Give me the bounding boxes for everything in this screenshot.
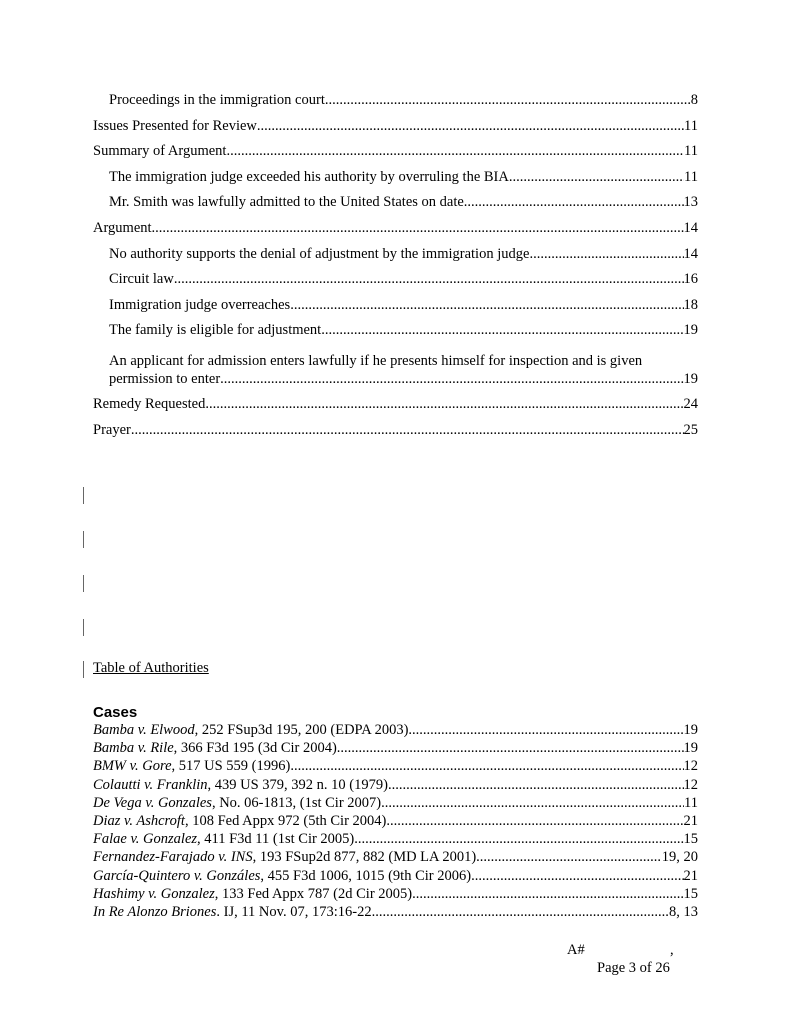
toc-leader-dots (412, 886, 683, 903)
case-entry[interactable] (93, 868, 698, 886)
case-citation: . IJ, 11 Nov. 07, 173:16-22 (216, 903, 372, 920)
toc-entry-page: 19 (683, 322, 698, 339)
toc-entry-page: 8 (690, 92, 698, 108)
case-name: BMW v. Gore (93, 758, 172, 775)
case-citation: , 108 Fed Appx 972 (5th Cir 2004) (184, 812, 387, 829)
toc-entry-label: Issues Presented for Review (93, 117, 257, 134)
case-name: Falae v. Gonzalez (93, 831, 198, 848)
toc-entry-label: Immigration judge overreaches (109, 296, 291, 313)
toc-entry-label: Mr. Smith was lawfully admitted to the United States on date (109, 194, 464, 211)
toc-entry[interactable] (93, 118, 698, 144)
toc-leader-dots (509, 169, 684, 186)
case-name: Fernandez-Farajado v. INS (93, 849, 253, 866)
toc-leader-dots (290, 297, 683, 314)
case-entry[interactable] (93, 831, 698, 849)
toc-entry-label: The family is eligible for adjustment (109, 322, 322, 339)
toc-leader-dots (131, 422, 684, 439)
case-entry[interactable] (93, 795, 698, 813)
toc-entry-label: Summary of Argument (93, 143, 227, 160)
case-entry[interactable] (93, 813, 698, 831)
cases-list (93, 722, 698, 922)
toc-entry-page: 24 (683, 395, 698, 412)
case-name: Bamba v. Rile (93, 740, 174, 757)
case-page: 12 (683, 776, 698, 793)
toc-entry[interactable] (93, 352, 698, 396)
toc-entry-label: No authority supports the denial of adjustment by the immigration judge (109, 245, 530, 262)
text-cursor-marker (83, 531, 84, 548)
toc-leader-dots (205, 396, 683, 413)
toc-leader-dots (372, 904, 669, 921)
toc-leader-dots (471, 868, 683, 885)
toc-entry-page: 25 (683, 421, 698, 438)
toc-entry-page: 19 (683, 370, 698, 387)
case-citation: , 133 Fed Appx 787 (2d Cir 2005) (214, 885, 413, 902)
text-cursor-marker (83, 661, 84, 678)
case-name: Hashimy v. Gonzalez (93, 885, 215, 902)
toc-entry-label: Prayer (93, 421, 131, 438)
case-entry[interactable] (93, 849, 698, 867)
toc-entry[interactable] (93, 169, 698, 195)
toc-entry[interactable] (93, 220, 698, 246)
case-name: Colautti v. Franklin (93, 776, 208, 793)
toc-leader-dots (226, 143, 684, 160)
case-page: 19, 20 (661, 849, 698, 866)
footer-a-number: A# (567, 942, 585, 958)
toc-leader-dots (476, 849, 662, 866)
case-name: Diaz v. Ashcroft (93, 812, 185, 829)
toc-entry[interactable] (93, 422, 698, 448)
toc-leader-dots (354, 831, 683, 848)
toc-leader-dots (174, 271, 684, 288)
toc-leader-dots (290, 758, 683, 775)
case-citation: , 411 F3d 11 (1st Cir 2005) (197, 831, 355, 848)
toc-entry[interactable] (93, 194, 698, 220)
case-page: 19 (683, 722, 698, 738)
case-entry[interactable] (93, 740, 698, 758)
footer-comma: , (670, 942, 674, 958)
toc-entry[interactable] (93, 246, 698, 272)
toc-entry-label: Remedy Requested (93, 395, 206, 412)
case-entry[interactable] (93, 904, 698, 922)
toc-leader-dots (325, 92, 691, 109)
case-page: 15 (683, 885, 698, 902)
toc-leader-dots (381, 795, 684, 812)
case-citation: , 193 FSup2d 877, 882 (MD LA 2001) (252, 849, 477, 866)
toc-entry-label: The immigration judge exceeded his authority by overruling the BIA (109, 168, 509, 185)
text-cursor-marker (83, 575, 84, 592)
page-number: Page 3 of 26 (597, 960, 670, 976)
case-entry[interactable] (93, 777, 698, 795)
case-citation: , 439 US 379, 392 n. 10 (1979) (207, 776, 388, 793)
toc-entry-label: Argument (93, 219, 152, 236)
case-name: In Re Alonzo Briones (93, 903, 217, 920)
toc-leader-dots (321, 322, 683, 339)
toc-entry[interactable] (93, 396, 698, 422)
toc-leader-dots (388, 777, 684, 794)
toc-entry-label: Proceedings in the immigration court (109, 92, 325, 108)
toc-leader-dots (386, 813, 683, 830)
case-citation: , 366 F3d 195 (3d Cir 2004) (173, 740, 337, 757)
case-citation: , 455 F3d 1006, 1015 (9th Cir 2006) (260, 867, 472, 884)
case-page: 11 (684, 794, 698, 811)
toc-entry-page: 11 (684, 143, 698, 160)
toc-entry[interactable] (93, 322, 698, 348)
case-citation: , No. 06-1813, (1st Cir 2007) (211, 794, 382, 811)
case-citation: , 517 US 559 (1996) (171, 758, 291, 775)
toc-entry-page: 14 (683, 219, 698, 236)
toc-leader-dots (337, 740, 684, 757)
toc-entry[interactable] (93, 297, 698, 323)
case-name: García-Quintero v. Gonzáles (93, 867, 261, 884)
toc-entry-label-continued: permission to enter (109, 370, 221, 387)
case-entry[interactable] (93, 886, 698, 904)
toc-leader-dots (257, 118, 684, 135)
toc-entry[interactable] (93, 92, 698, 118)
toc-entry-page: 16 (683, 271, 698, 288)
toc-leader-dots (408, 722, 683, 739)
cases-heading: Cases (93, 704, 138, 721)
case-page: 12 (683, 758, 698, 775)
toc-entry-page: 18 (683, 296, 698, 313)
case-entry[interactable] (93, 758, 698, 776)
toc-entry-label: Circuit law (109, 271, 174, 288)
toc-entry[interactable] (93, 143, 698, 169)
toc-leader-dots (464, 194, 684, 211)
case-entry[interactable] (93, 722, 698, 740)
toa-heading: Table of Authorities (93, 660, 209, 676)
case-page: 21 (683, 867, 698, 884)
case-name: De Vega v. Gonzales (93, 794, 212, 811)
text-cursor-marker (83, 619, 84, 636)
toc-entry-page: 14 (683, 245, 698, 262)
toc-entry-page: 11 (684, 168, 698, 185)
case-name: Bamba v. Elwood (93, 722, 195, 738)
case-citation: , 252 FSup3d 195, 200 (EDPA 2003) (194, 722, 409, 738)
table-of-contents (93, 92, 698, 447)
text-cursor-marker (83, 487, 84, 504)
toc-leader-dots (152, 220, 684, 237)
toc-entry-label: An applicant for admission enters lawfully if he presents himself for inspection and is given (109, 352, 643, 369)
case-page: 19 (683, 740, 698, 757)
toc-leader-dots (220, 370, 683, 388)
toc-entry-page: 11 (684, 117, 698, 134)
case-page: 8, 13 (669, 903, 698, 920)
case-page: 15 (683, 831, 698, 848)
toc-entry[interactable] (93, 271, 698, 297)
toc-entry-page: 13 (683, 194, 698, 211)
case-page: 21 (683, 812, 698, 829)
toc-leader-dots (529, 246, 683, 263)
